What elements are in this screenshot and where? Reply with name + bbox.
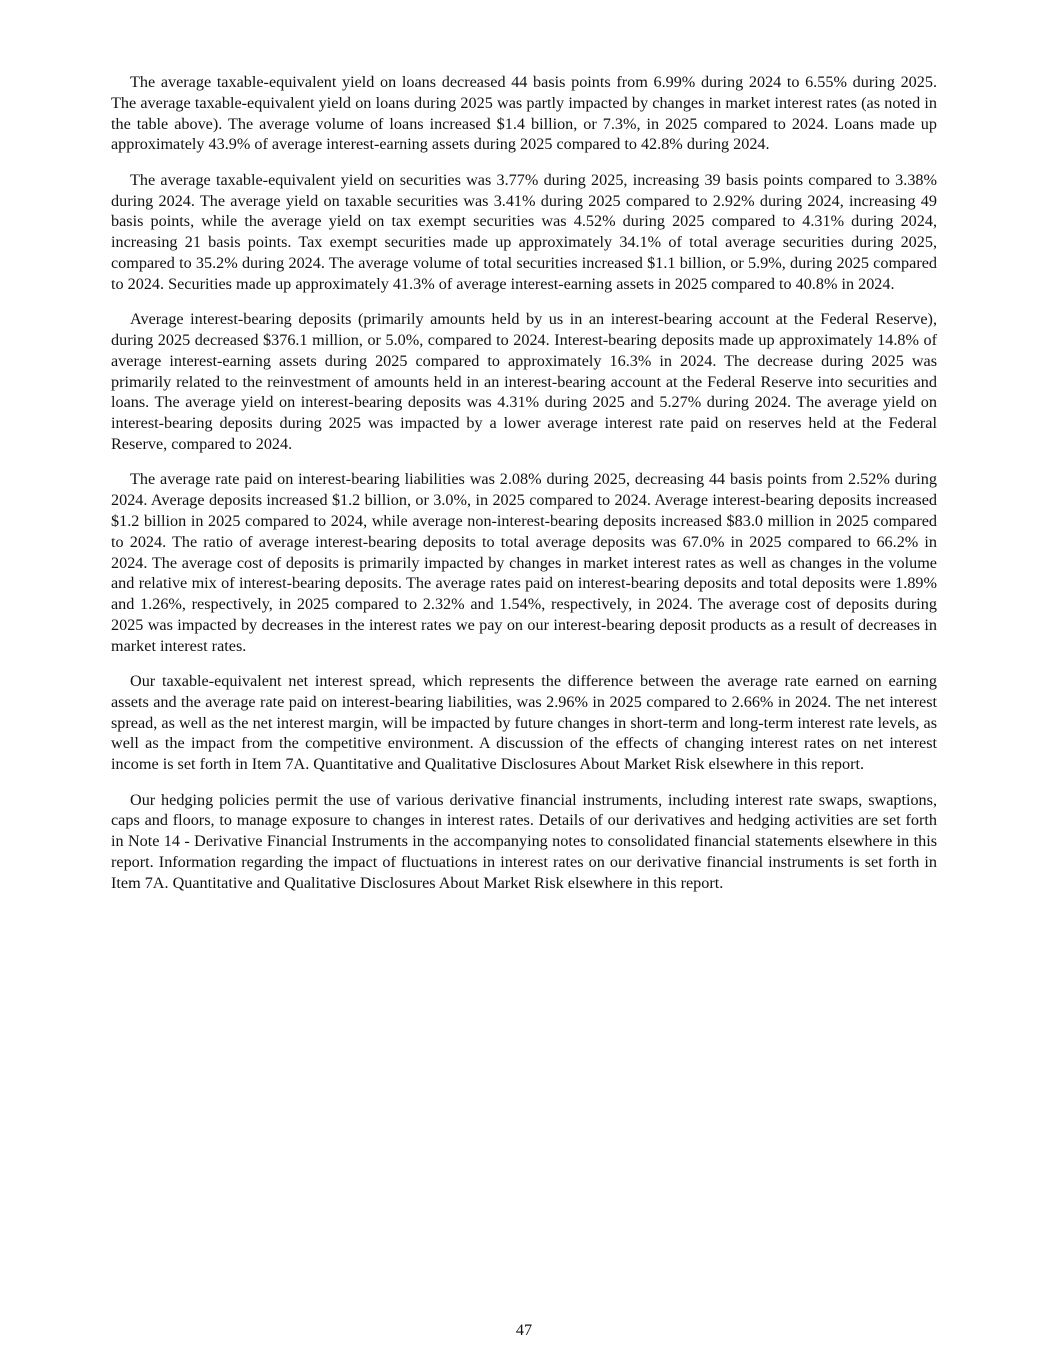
paragraph-loans-yield: The average taxable-equivalent yield on loans decreased 44 basis points from 6.99% during 2024 to 6.55% during 2025. The average taxable-equivalent yield on loans during 2025 was partly impacted by changes in market interest rates (as noted in the table above). The average volume of loans increased $1.4 billion, or 7.3%, in 2025 compared to 2024. Loans made up approximately 43.9% of average interest-earning assets during 2025 compared to 42.8% during 2024. bbox=[111, 73, 937, 154]
document-body bbox=[111, 72, 937, 908]
paragraph-liabilities-rate: The average rate paid on interest-bearing liabilities was 2.08% during 2025, decreasing 44 basis points from 2.52% during 2024. Average deposits increased $1.2 billion, or 3.0%, in 2025 compared to 2024. Average interest-bearing deposits increased $1.2 billion in 2025 compared to 2024, while average non-interest-bearing deposits increased $83.0 million in 2025 compared to 2024. The ratio of average interest-bearing deposits to total average deposits was 67.0% in 2025 compared to 66.2% in 2024. The average cost of deposits is primarily impacted by changes in market interest rates as well as changes in the volume and relative mix of interest-bearing deposits. The average rates paid on interest-bearing deposits and total deposits were 1.89% and 1.26%, respectively, in 2025 compared to 2.32% and 1.54%, respectively, in 2024. The average cost of deposits during 2025 was impacted by decreases in the interest rates we pay on our interest-bearing deposit products as a result of decreases in market interest rates. bbox=[111, 470, 937, 655]
paragraph-net-interest-spread: Our taxable-equivalent net interest spread, which represents the difference between the average rate earned on earning assets and the average rate paid on interest-bearing liabilities, was 2.96% in 2025 compared to 2.66% in 2024. The net interest spread, as well as the net interest margin, will be impacted by future changes in short-term and long-term interest rate levels, as well as the impact from the competitive environment. A discussion of the effects of changing interest rates on net interest income is set forth in Item 7A. Quantitative and Qualitative Disclosures About Market Risk elsewhere in this report. bbox=[111, 672, 937, 774]
page-number: 47 bbox=[515, 1321, 533, 1339]
paragraph-securities-yield: The average taxable-equivalent yield on securities was 3.77% during 2025, increasing 39 basis points compared to 3.38% during 2024. The average yield on taxable securities was 3.41% during 2025 compared to 2.92% during 2024, increasing 49 basis points, while the average yield on tax exempt securities was 4.52% during 2025 compared to 4.31% during 2024, increasing 21 basis points. Tax exempt securities made up approximately 34.1% of total average securities during 2025, compared to 35.2% during 2024. The average volume of total securities increased $1.1 billion, or 5.9%, during 2025 compared to 2024. Securities made up approximately 41.3% of average interest-earning assets in 2025 compared to 40.8% in 2024. bbox=[111, 170, 937, 293]
paragraph-interest-bearing-deposits: Average interest-bearing deposits (primarily amounts held by us in an interest-bearing account at the Federal Reserve), during 2025 decreased $376.1 million, or 5.0%, compared to 2024. Interest-bearing deposits made up approximately 14.8% of average interest-earning assets during 2025 compared to approximately 16.3% in 2024. The decrease during 2025 was primarily related to the reinvestment of amounts held in an interest-bearing account at the Federal Reserve into securities and loans. The average yield on interest-bearing deposits was 4.31% during 2025 and 5.27% during 2024. The average yield on interest-bearing deposits during 2025 was impacted by a lower average interest rate paid on reserves held at the Federal Reserve, compared to 2024. bbox=[111, 310, 937, 453]
paragraph-hedging-policies: Our hedging policies permit the use of various derivative financial instruments, including interest rate swaps, swaptions, caps and floors, to manage exposure to changes in interest rates. Details of our derivatives and hedging activities are set forth in Note 14 - Derivative Financial Instruments in the accompanying notes to consolidated financial statements elsewhere in this report. Information regarding the impact of fluctuations in interest rates on our derivative financial instruments is set forth in Item 7A. Quantitative and Qualitative Disclosures About Market Risk elsewhere in this report. bbox=[111, 790, 937, 892]
